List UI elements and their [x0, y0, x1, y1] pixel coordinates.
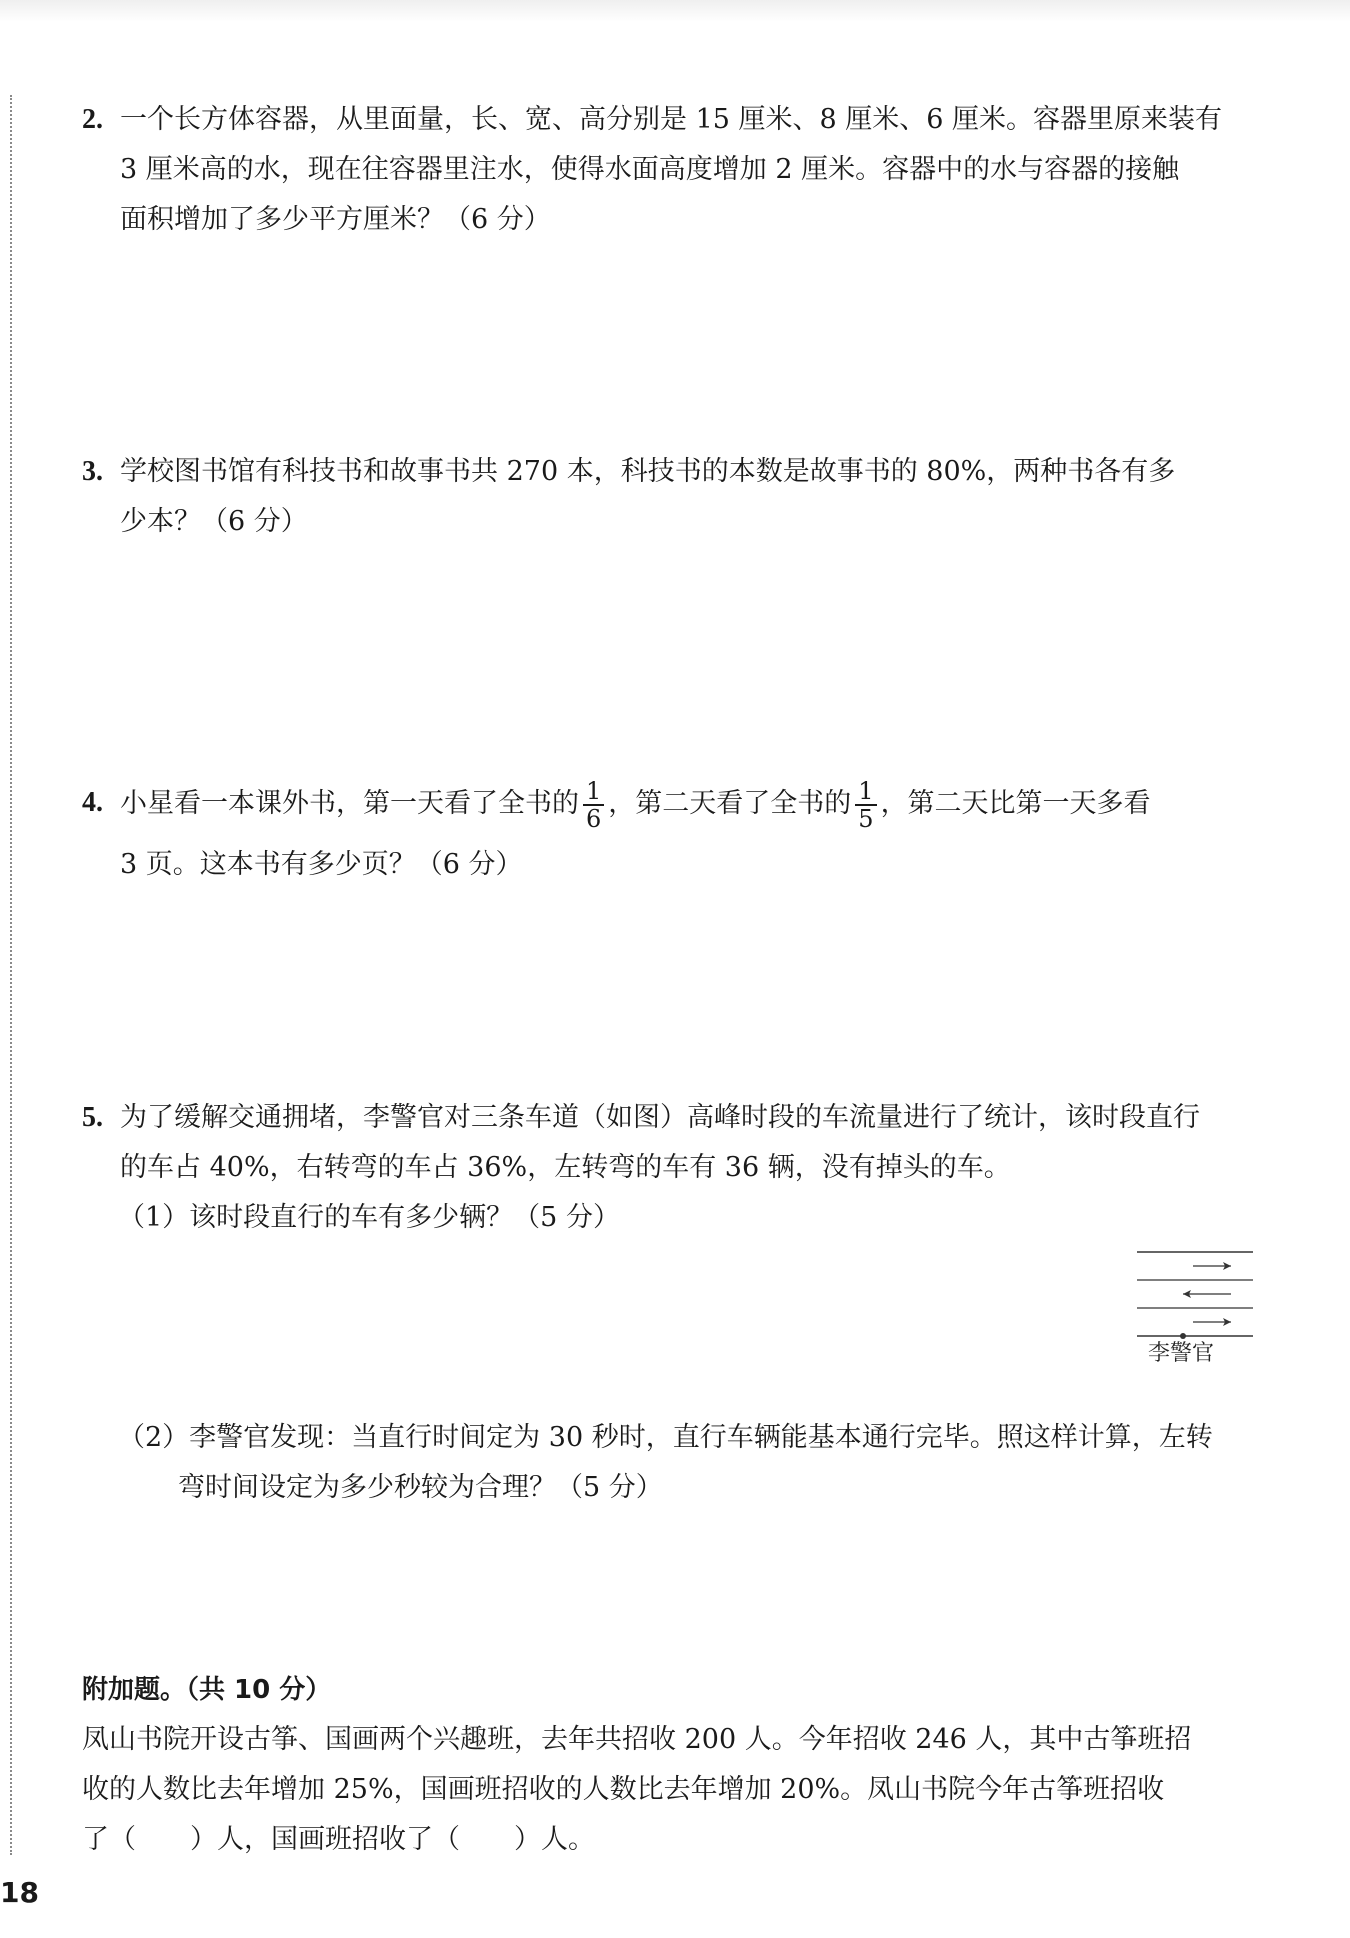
question-5	[82, 1093, 1262, 1243]
question-text-segment: ，第二天看了全书的	[608, 788, 852, 819]
extra-question-text-line: 了（ ）人，国画班招收了（ ）人。	[82, 1824, 595, 1855]
question-text-line: 的车占 40%，右转弯的车占 36%，左转弯的车有 36 辆，没有掉头的车。	[120, 1152, 1011, 1183]
question-text-line: 3 厘米高的水，现在往容器里注水，使得水面高度增加 2 厘米。容器中的水与容器的接触	[120, 154, 1180, 185]
question-number: 2.	[82, 104, 103, 135]
question-text-line: 3 页。这本书有多少页？（6 分）	[120, 849, 523, 880]
fraction-numerator: 1	[583, 778, 604, 806]
question-4	[82, 768, 1262, 890]
page-number: 18	[0, 1876, 39, 1909]
question-text-line: 为了缓解交通拥堵，李警官对三条车道（如图）高峰时段的车流量进行了统计，该时段直行	[120, 1102, 1200, 1133]
sub-question-2	[82, 1413, 1262, 1513]
fraction-numerator: 1	[855, 778, 876, 806]
question-2	[82, 95, 1262, 245]
fraction-one-sixth	[583, 778, 604, 832]
question-number: 4.	[82, 787, 103, 818]
question-text-line: 一个长方体容器，从里面量，长、宽、高分别是 15 厘米、8 厘米、6 厘米。容器里原来装有	[120, 104, 1223, 135]
binding-dotted-line	[10, 95, 12, 1855]
extra-question-title: 附加题。（共 10 分）	[82, 1675, 332, 1705]
extra-question	[82, 1665, 1262, 1865]
question-text-segment: 小星看一本课外书，第一天看了全书的	[120, 788, 579, 819]
page-top-shade	[0, 0, 1350, 22]
diagram-label: 李警官	[1148, 1341, 1215, 1366]
question-text-line: 面积增加了多少平方厘米？（6 分）	[120, 204, 551, 235]
sub-question-1: （1）该时段直行的车有多少辆？（5 分）	[118, 1202, 620, 1233]
extra-question-text-line: 凤山书院开设古筝、国画两个兴趣班，去年共招收 200 人。今年招收 246 人，其中古筝班招	[82, 1724, 1192, 1755]
question-text-line: 学校图书馆有科技书和故事书共 270 本，科技书的本数是故事书的 80%，两种书各有多	[120, 456, 1176, 487]
fraction-denominator: 5	[858, 804, 874, 833]
question-number: 3.	[82, 456, 103, 487]
question-text-line	[82, 768, 1262, 840]
extra-question-text-line: 收的人数比去年增加 25%，国画班招收的人数比去年增加 20%。凤山书院今年古筝班招收	[82, 1774, 1165, 1805]
question-text-line: 少本？（6 分）	[120, 506, 308, 537]
question-3	[82, 447, 1262, 547]
question-number: 5.	[82, 1102, 103, 1133]
fraction-one-fifth	[855, 778, 876, 832]
fraction-denominator: 6	[586, 804, 602, 833]
sub-question-text-line: 弯时间设定为多少秒较为合理？（5 分）	[178, 1472, 663, 1503]
question-text-segment: ，第二天比第一天多看	[880, 788, 1151, 819]
sub-question-text-line: （2）李警官发现：当直行时间定为 30 秒时，直行车辆能基本通行完毕。照这样计算，左转	[118, 1422, 1213, 1453]
